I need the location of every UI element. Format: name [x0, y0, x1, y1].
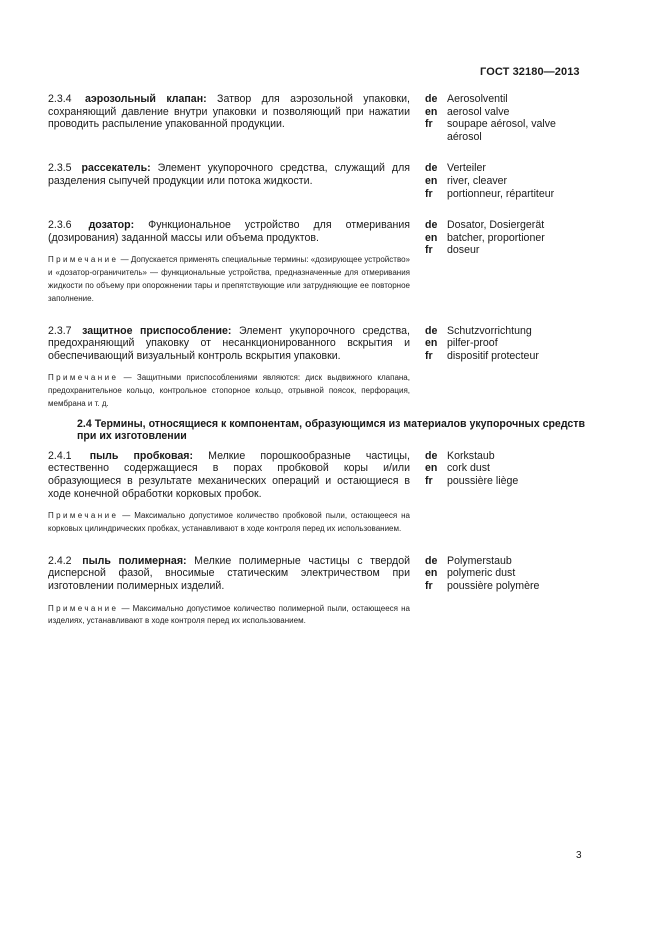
standard-designation: ГОСТ 32180—2013 [480, 66, 580, 78]
lang-code-de: de [425, 554, 438, 567]
lang-code-en: en [425, 462, 438, 475]
term-entry-2-3-7 [48, 325, 585, 411]
term-name: дозатор: [88, 219, 135, 232]
lang-code-de: de [425, 449, 438, 462]
term-entry-2-3-5 [48, 162, 585, 200]
term-number: 2.3.6 [48, 219, 72, 232]
term-definition [48, 162, 410, 200]
translation-fr: portionneur, répartiteur [447, 187, 555, 200]
term-def-text: Мелкие порошкообразные частицы, естественно содержащиеся в порах пробковой коры и/или образующиеся в результате механических операций и остающиеся в ходе конечной обработки корковых пробок. [48, 449, 410, 500]
term-translations [425, 325, 585, 411]
term-number: 2.3.4 [48, 93, 72, 105]
term-def-text: Элемент укупорочного средства, предохраняющий упаковку от несанкционированного вскрытия и обеспечивающий визуальный контроль вскрытия упаковки. [48, 324, 410, 362]
translation-fr: dispositif protecteur [447, 349, 539, 362]
note-label: Примечание [48, 255, 119, 265]
translation-en: polymeric dust [447, 567, 516, 580]
translation-en: river, cleaver [447, 174, 508, 187]
lang-code-de: de [425, 93, 438, 105]
term-name: рассекатель: [81, 162, 151, 175]
note-text: — Максимально допустимое количество пробковой пыли, остающееся на корковых цилиндрических пробках, устанавливают в ходе контроля перед их использованием. [48, 511, 410, 534]
term-translations [425, 93, 585, 143]
translation-en: aerosol valve [447, 105, 510, 118]
term-definition [48, 325, 410, 363]
term-def-text: Затвор для аэрозольной упаковки, сохраняющий давление внутри упаковки и позволяющий при нажатии проводить распыление упакованной продукции. [48, 93, 410, 131]
lang-code-en: en [425, 105, 438, 118]
note-text: — Защитными приспособлениями являются: диск выдвижного клапана, предохранительное кольцо, контрольное стопорное кольцо, отрывной поясок, перфорация, мембрана и т. д. [48, 373, 410, 408]
translation-de: Korkstaub [447, 449, 495, 462]
term-definition [48, 93, 410, 143]
term-note [48, 603, 410, 629]
translation-fr: soupape aérosol, valve aérosol [447, 118, 556, 143]
term-definition [48, 555, 410, 593]
term-note [48, 372, 410, 410]
lang-code-en: en [425, 337, 438, 350]
document-body [48, 93, 585, 628]
term-name: пыль полимерная: [82, 554, 187, 567]
translation-en: batcher, proportioner [447, 231, 545, 244]
term-name: пыль пробковая: [89, 449, 193, 462]
term-entry-2-4-1 [48, 450, 585, 536]
term-number: 2.4.1 [48, 449, 72, 462]
term-number: 2.3.5 [48, 162, 72, 175]
lang-code-de: de [425, 162, 438, 175]
lang-code-fr: fr [425, 244, 433, 257]
translation-de: Dosator, Dosiergerät [447, 219, 545, 232]
lang-code-fr: fr [425, 118, 433, 131]
term-def-text: Функциональное устройство для отмеривания (дозирования) заданной массы или объема продуктов. [48, 219, 410, 244]
term-number: 2.3.7 [48, 324, 72, 337]
lang-code-fr: fr [425, 475, 433, 488]
translation-de: Verteiler [447, 162, 486, 175]
lang-code-de: de [425, 324, 438, 337]
term-name: защитное приспособление: [82, 324, 232, 337]
note-text: — Допускается применять специальные термины: «дозирующее устройство» и «дозатор-ограничитель» — функциональные устройства, предназначенные для отмеривания жидкости по объему при опорожнении тары и препятствующие или затрудняющие ее повторное заполнение. [48, 255, 410, 303]
term-translations [425, 555, 585, 628]
term-definition [48, 219, 410, 244]
section-heading-2-4: 2.4 Термины, относящиеся к компонентам, образующимся из материалов укупорочных средств при их изготовлении [77, 417, 585, 443]
translation-fr: doseur [447, 244, 480, 257]
term-translations [425, 219, 585, 305]
translation-en: pilfer-proof [447, 337, 498, 350]
lang-code-en: en [425, 174, 438, 187]
term-number: 2.4.2 [48, 554, 72, 567]
term-definition [48, 450, 410, 500]
lang-code-fr: fr [425, 187, 433, 200]
lang-code-fr: fr [425, 349, 433, 362]
note-label: Примечание [48, 511, 119, 521]
term-translations [425, 162, 585, 200]
note-label: Примечание [48, 373, 119, 383]
translation-de: Polymerstaub [447, 554, 512, 567]
term-name: аэрозольный клапан: [84, 93, 207, 105]
term-def-text: Мелкие полимерные частицы с твердой дисперсной фазой, вносимые статическим электричеством при изготовлении полимерных изделий. [48, 554, 410, 593]
translation-de: Schutzvorrichtung [447, 324, 532, 337]
term-translations [425, 450, 585, 536]
page-number: 3 [576, 850, 582, 861]
note-text: — Максимально допустимое количество полимерной пыли, остающееся на изделиях, устанавливают в ходе контроля перед их использованием. [48, 603, 410, 626]
term-note [48, 510, 410, 536]
term-def-text: Элемент укупорочного средства, служащий для разделения сыпучей продукции или потока жидкости. [48, 162, 410, 187]
note-label: Примечание [48, 603, 119, 613]
lang-code-en: en [425, 567, 438, 580]
lang-code-de: de [425, 219, 438, 232]
term-entry-2-4-2 [48, 555, 585, 628]
lang-code-en: en [425, 231, 438, 244]
translation-fr: poussière liège [447, 475, 519, 488]
translation-en: cork dust [447, 462, 490, 475]
lang-code-fr: fr [425, 580, 433, 593]
term-entry-2-3-6 [48, 219, 585, 305]
term-entry-2-3-4 [48, 93, 585, 143]
translation-fr: poussière polymère [447, 580, 540, 593]
term-note [48, 254, 410, 305]
translation-de: Aerosolventil [447, 93, 508, 105]
